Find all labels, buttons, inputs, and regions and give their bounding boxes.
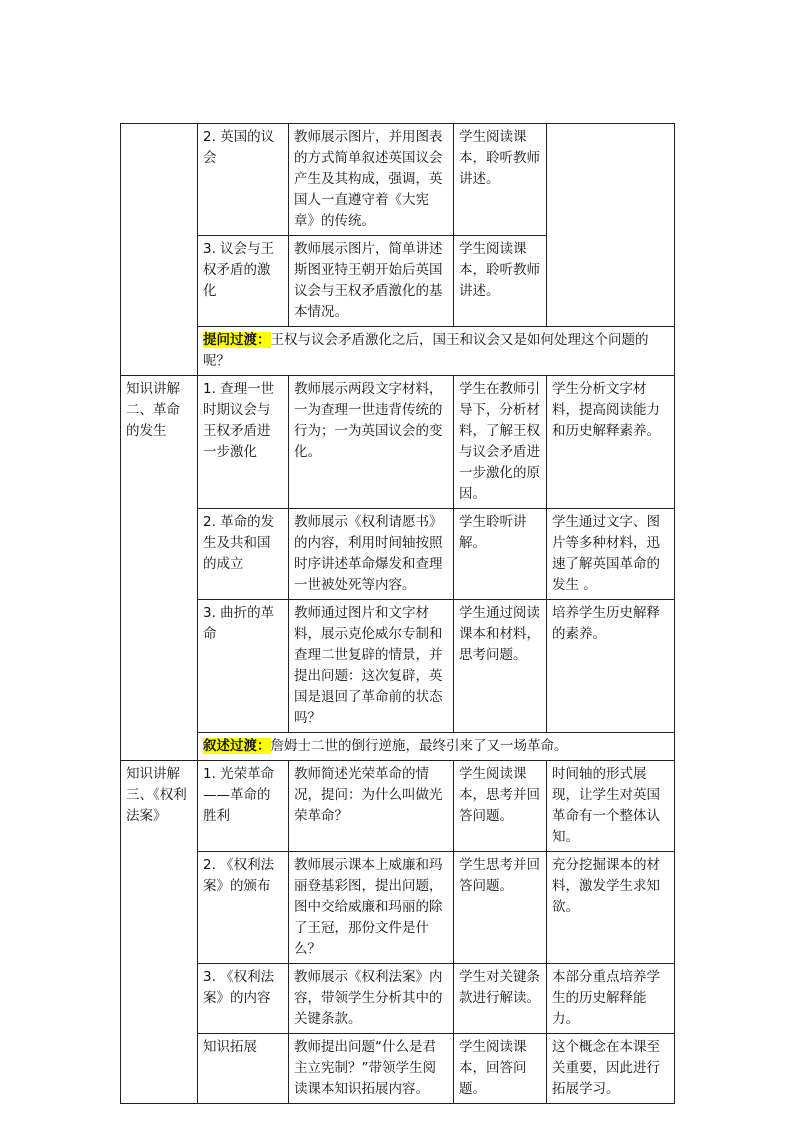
teacher-activity-cell: 教师提出问题“什么是君主立宪制？”带领学生阅读课本知识拓展内容。 <box>289 1034 454 1104</box>
table-row <box>121 600 675 733</box>
table-row <box>121 509 675 600</box>
section-cell: 知识讲解二、革命的发生 <box>121 376 198 761</box>
transition-text: 詹姆士二世的倒行逆施，最终引来了又一场革命。 <box>270 738 568 754</box>
student-activity-cell: 学生思考并回答问题。 <box>454 852 547 964</box>
transition-label: 叙述过渡： <box>203 738 271 754</box>
table-row <box>121 124 675 236</box>
intent-cell <box>547 124 675 327</box>
transition-label: 提问过渡： <box>203 332 271 348</box>
intent-cell: 时间轴的形式展现，让学生对英国革命有一个整体认知。 <box>547 761 675 852</box>
transition-row <box>121 733 675 761</box>
topic-cell: 2. 《权利法案》的颁布 <box>198 852 289 964</box>
intent-cell: 学生通过文字、图片等多种材料，迅速了解英国革命的发生 。 <box>547 509 675 600</box>
student-activity-cell: 学生阅读课本，聆听教师讲述。 <box>454 236 547 327</box>
transition-text: 王权与议会矛盾激化之后，国王和议会又是如何处理这个问题的呢？ <box>203 332 649 369</box>
teacher-activity-cell: 教师展示图片，简单讲述斯图亚特王朝开始后英国议会与王权矛盾激化的基本情况。 <box>289 236 454 327</box>
teacher-activity-cell: 教师通过图片和文字材料，展示克伦威尔专制和查理二世复辟的情景，并提出问题：这次复辟，英国是退回了革命前的状态吗？ <box>289 600 454 733</box>
transition-row <box>121 327 675 376</box>
teacher-activity-cell: 教师展示两段文字材料，一为查理一世违背传统的行为；一为英国议会的变化。 <box>289 376 454 509</box>
intent-cell: 充分挖掘课本的材料，激发学生求知欲。 <box>547 852 675 964</box>
table-row <box>121 761 675 852</box>
student-activity-cell: 学生聆听讲解。 <box>454 509 547 600</box>
student-activity-cell: 学生阅读课本，聆听教师讲述。 <box>454 124 547 236</box>
teacher-activity-cell: 教师展示图片，并用图表的方式简单叙述英国议会产生及其构成，强调，英国人一直遵守着《大宪章》的传统。 <box>289 124 454 236</box>
student-activity-cell: 学生对关键条款进行解读。 <box>454 964 547 1034</box>
lesson-plan-table <box>120 123 675 1104</box>
section-cell: 知识讲解三、《权利法案》 <box>121 761 198 1104</box>
transition-cell <box>198 327 675 376</box>
topic-cell: 3. 《权利法案》的内容 <box>198 964 289 1034</box>
section-cell-continued <box>121 124 198 376</box>
table-row <box>121 376 675 509</box>
intent-cell: 本部分重点培养学生的历史解释能力。 <box>547 964 675 1034</box>
teacher-activity-cell: 教师展示《权利请愿书》的内容，利用时间轴按照时序讲述革命爆发和查理一世被处死等内容。 <box>289 509 454 600</box>
student-activity-cell: 学生通过阅读课本和材料，思考问题。 <box>454 600 547 733</box>
intent-cell: 培养学生历史解释的素养。 <box>547 600 675 733</box>
topic-cell: 知识拓展 <box>198 1034 289 1104</box>
topic-cell: 2. 革命的发生及共和国的成立 <box>198 509 289 600</box>
intent-cell: 这个概念在本课至关重要，因此进行拓展学习。 <box>547 1034 675 1104</box>
intent-cell: 学生分析文字材料，提高阅读能力和历史解释素养。 <box>547 376 675 509</box>
topic-cell: 3. 曲折的革命 <box>198 600 289 733</box>
student-activity-cell: 学生阅读课本，思考并回答问题。 <box>454 761 547 852</box>
teacher-activity-cell: 教师简述光荣革命的情况，提问：为什么叫做光荣革命？ <box>289 761 454 852</box>
table-row <box>121 964 675 1034</box>
student-activity-cell: 学生在教师引导下，分析材料，了解王权与议会矛盾进一步激化的原因。 <box>454 376 547 509</box>
topic-cell: 1. 光荣革命——革命的胜利 <box>198 761 289 852</box>
student-activity-cell: 学生阅读课本，回答问题。 <box>454 1034 547 1104</box>
topic-cell: 2. 英国的议会 <box>198 124 289 236</box>
table-row <box>121 1034 675 1104</box>
teacher-activity-cell: 教师展示课本上威廉和玛丽登基彩图，提出问题，图中交给威廉和玛丽的除了王冠，那份文件是什么？ <box>289 852 454 964</box>
topic-cell: 1. 查理一世时期议会与王权矛盾进一步激化 <box>198 376 289 509</box>
teacher-activity-cell: 教师展示《权利法案》内容，带领学生分析其中的关键条款。 <box>289 964 454 1034</box>
table-row <box>121 852 675 964</box>
transition-cell <box>198 733 675 761</box>
topic-cell: 3. 议会与王权矛盾的激化 <box>198 236 289 327</box>
